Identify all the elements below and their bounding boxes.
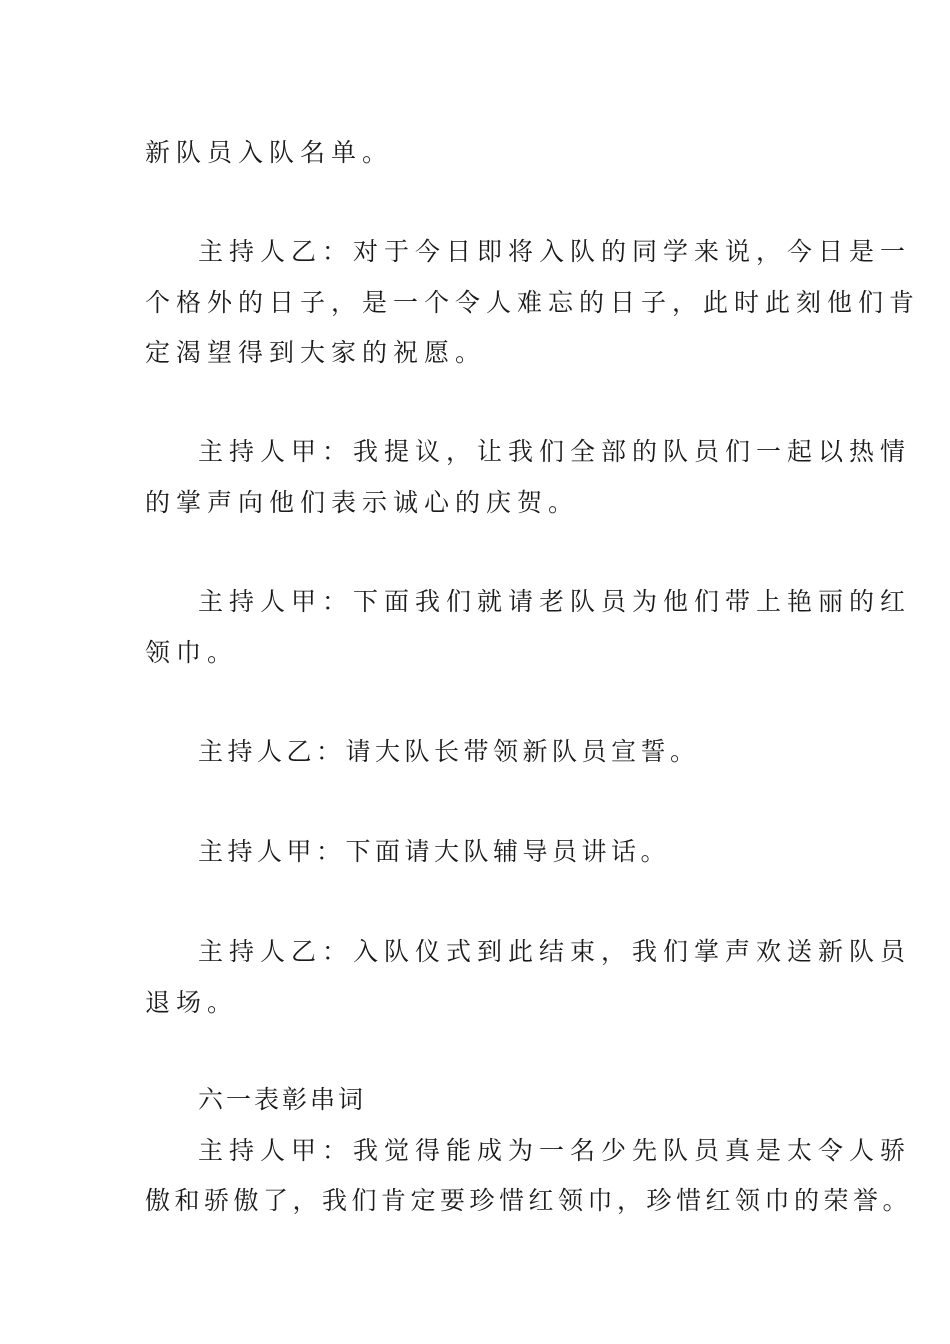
text-line: 的掌声向他们表示诚心的庆贺。 [145, 488, 580, 517]
text-line: 主持人甲：我提议，让我们全部的队员们一起以热情 [198, 437, 912, 466]
text-line: 主持人乙：请大队长带领新队员宣誓。 [198, 737, 700, 766]
text-line: 主持人甲：我觉得能成为一名少先队员真是太令人骄 [198, 1136, 912, 1165]
text-line: 主持人甲：下面我们就请老队员为他们带上艳丽的红 [198, 587, 912, 616]
text-line: 主持人甲：下面请大队辅导员讲话。 [198, 837, 671, 866]
text-line: 领巾。 [145, 638, 239, 667]
text-line: 个格外的日子，是一个令人难忘的日子，此时此刻他们肯 [145, 288, 921, 317]
text-line: 定渴望得到大家的祝愿。 [145, 338, 487, 367]
text-line: 主持人乙：对于今日即将入队的同学来说，今日是一 [198, 237, 912, 266]
text-line: 主持人乙：入队仪式到此结束，我们掌声欢送新队员 [198, 937, 912, 966]
text-line: 退场。 [145, 988, 239, 1017]
section-heading: 六一表彰串词 [198, 1085, 367, 1114]
text-line: 傲和骄傲了，我们肯定要珍惜红领巾，珍惜红领巾的荣誉。 [145, 1186, 913, 1215]
text-line: 新队员入队名单。 [145, 138, 394, 167]
